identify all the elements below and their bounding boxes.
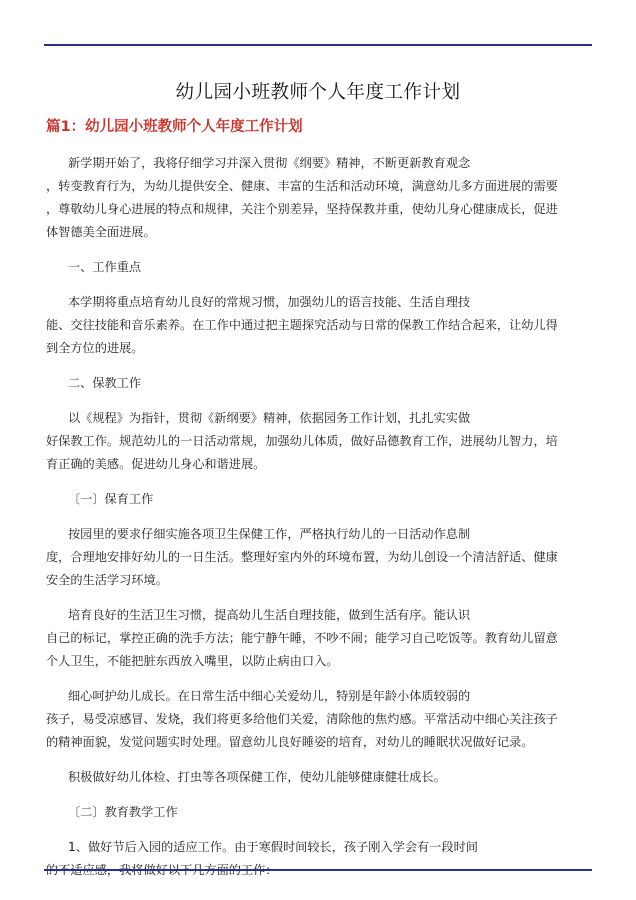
paragraph-work-focus (46, 291, 590, 360)
text-line: 好保教工作。规范幼儿的一日活动常规，加强幼儿体质，做好品德教育工作，进展幼儿智力，培 (46, 434, 558, 448)
document-body (46, 80, 590, 894)
footer-rule (44, 869, 592, 871)
heading-teaching: 〔二〕教育教学工作 (68, 805, 178, 819)
text-line: 的精神面貌，发觉问题实时处理。留意幼儿良好睡姿的培育，对幼儿的睡眠状况做好记录。 (46, 735, 534, 749)
text-line: 积极做好幼儿体检、打虫等各项保健工作，使幼儿能够健康健壮成长。 (68, 770, 446, 784)
text-line: 以《规程》为指针，贯彻《新纲要》精神，依据园务工作计划，扎扎实实做 (68, 411, 471, 425)
paragraph-care-4 (46, 766, 590, 789)
header-rule (44, 44, 592, 46)
text-line: 度，合理地安排好幼儿的一日生活。整理好室内外的环境布置，为幼儿创设一个清洁舒适、健康 (46, 550, 558, 564)
text-line: 新学期开始了，我将仔细学习并深入贯彻《纲要》精神，不断更新教育观念 (68, 156, 471, 170)
text-line: 体智德美全面进展。 (46, 225, 156, 239)
text-line: 培育良好的生活卫生习惯，提高幼儿生活自理技能，做到生活有序。能认识 (68, 608, 471, 622)
text-line: 的不适应感，我将做好以下几方面的工作： (46, 863, 278, 877)
text-line: 安全的生活学习环境。 (46, 573, 168, 587)
text-line: 细心呵护幼儿成长。在日常生活中细心关爱幼儿，特别是年龄小体质较弱的 (68, 689, 471, 703)
text-line: 1、做好节后入园的适应工作。由于寒假时间较长，孩子刚入学会有一段时间 (68, 840, 478, 854)
text-line: 个人卫生，不能把脏东西放入嘴里，以防止病由口入。 (46, 654, 339, 668)
heading-care: 〔一〕保育工作 (68, 492, 154, 506)
text-line: ，转变教育行为，为幼儿提供安全、健康、丰富的生活和活动环境，满意幼儿多方面进展的需要 (46, 179, 558, 193)
text-line: 本学期将重点培育幼儿良好的常规习惯，加强幼儿的语言技能、生活自理技 (68, 295, 471, 309)
paragraph-care-2 (46, 604, 590, 673)
paragraph-care-education (46, 407, 590, 476)
text-line: 自己的标记，掌控正确的洗手方法；能宁静午睡，不吵不闹；能学习自己吃饭等。教育幼儿留意 (46, 631, 558, 645)
paragraph-care-3 (46, 685, 590, 754)
text-line: ，尊敬幼儿身心进展的特点和规律，关注个别差异，坚持保教并重，使幼儿身心健康成长，促进 (46, 202, 558, 216)
text-line: 育正确的美感。促进幼儿身心和谐进展。 (46, 457, 266, 471)
text-line: 孩子，易受凉感冒、发烧，我们将更多给他们关爱，清除他的焦灼感。平常活动中细心关注孩子 (46, 712, 558, 726)
text-line: 能、交往技能和音乐素养。在工作中通过把主题探究活动与日常的保教工作结合起来，让幼儿得 (46, 318, 558, 332)
heading-care-education: 二、保教工作 (68, 376, 142, 390)
paragraph-teaching-1 (46, 836, 590, 882)
paragraph-care-1 (46, 523, 590, 592)
document-title: 幼儿园小班教师个人年度工作计划 (175, 82, 461, 103)
paragraph-intro (46, 152, 590, 244)
text-line: 按园里的要求仔细实施各项卫生保健工作，严格执行幼儿的一日活动作息制 (68, 527, 471, 541)
section-title: 篇1：幼儿园小班教师个人年度工作计划 (46, 119, 303, 135)
text-line: 到全方位的进展。 (46, 341, 144, 355)
heading-work-focus: 一、工作重点 (68, 260, 142, 274)
